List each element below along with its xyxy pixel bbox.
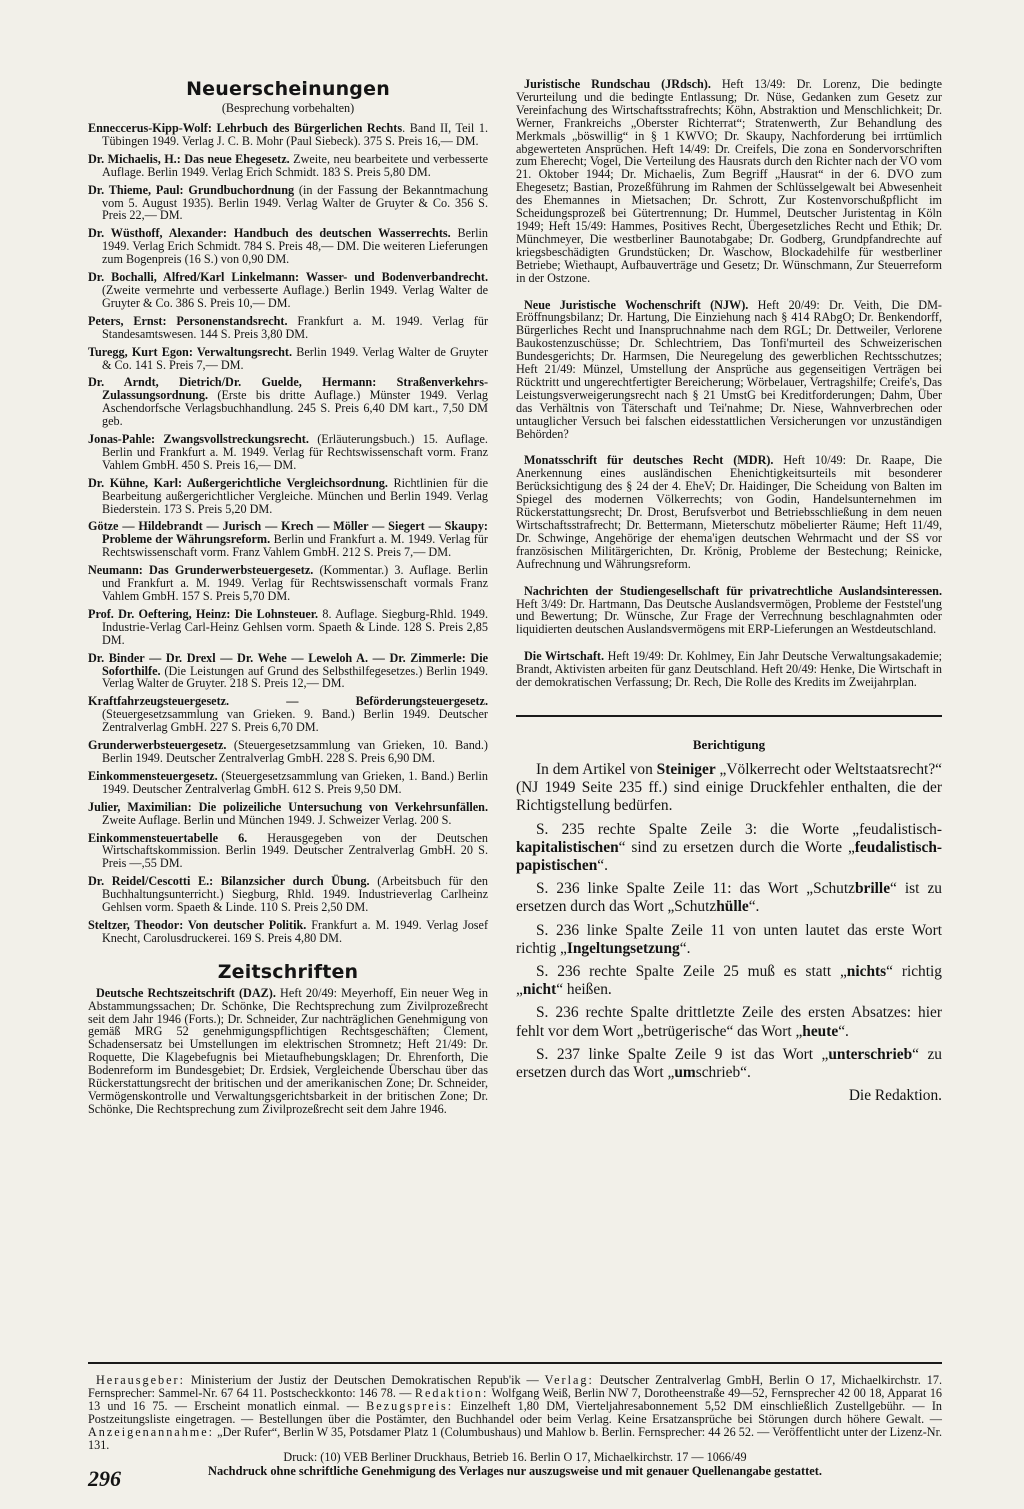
left-column: [88, 78, 488, 1130]
book-entry-text: (Kommentar.) 3. Auflage. Berlin und Frankfurt a. M. 1949. Verlag für Rechtswissenschaft vormals Franz Vahlem GmbH. 157 S. Preis 5,70 DM.: [102, 563, 488, 603]
book-entry-text: (Steuergesetzsammlung van Grieken, 1. Band.) Berlin 1949. Deutscher Zentralverlag GmbH. 612 S. Preis 9,50 DM.: [102, 768, 488, 796]
book-entry-heading: Dr. Reidel/Cescotti E.: Bilanzsicher durch Übung.: [88, 874, 370, 889]
book-entry-text: (in der Fassung der Bekanntmachung vom 5. August 1935). Berlin 1949. Verlag Walter de Gruyter & Co. 356 S. Preis 22,— DM.: [102, 182, 488, 223]
journal-entry-heading: Monatsschrift für deutsches Recht (MDR).: [524, 453, 774, 468]
imprint-reprint-notice: Nachdruck ohne schriftliche Genehmigung des Verlages nur auszugsweise und mit genauer Quellenangabe gestattet.: [208, 1464, 822, 1479]
book-entry-text: (Die Leistungen auf Grund des Selbsthilfegesetzes.) Berlin 1949. Verlag Walter de Gruyter. 218 S. Preis 12,— DM.: [102, 663, 488, 691]
book-entry: [88, 770, 488, 796]
book-entry-text: Zweite, neu bearbeitete und verbesserte Auflage. Berlin 1949. Verlag Erich Schmidt. 183 S. Preis 5,80 DM.: [102, 151, 488, 179]
correction-paragraph: S. 236 rechte Spalte drittletzte Zeile des ersten Absatzes: hier fehlt vor dem Wort „betrügerische“ das Wort „heute“.: [516, 1004, 942, 1040]
journal-title: Deutsche Rechtszeitschrift (DAZ).: [96, 985, 276, 1000]
book-entry-heading: Julier, Maximilian: Die polizeiliche Untersuchung von Verkehrsunfällen.: [88, 799, 488, 814]
book-entry: [88, 801, 488, 827]
book-entry: [88, 875, 488, 914]
journal-entry-heading: Juristische Rundschau (JRdsch).: [524, 77, 711, 91]
book-entry: [88, 832, 488, 871]
journal-entry-text: Heft 20/49: Dr. Veith, Die DM-Eröffnungsbilanz; Dr. Hartung, Die Einziehung nach § 414 RAbgO; Dr. Benkendorff, Bürgerliches Recht und Inanspruchnahme nach dem RGL; Dr. Dettweiler, Verlorene Baukostenzuschüsse; Dr. Schlechtriem, Das Tonfi'murteil des Schweizerischen Bundesgerichts; Dr. Harmsen, Die Neuregelung des gewerblichen Rechtsschutzes; Heft 21/49: Münzel, Umstellung der Ansprüche aus gegenseitigen Verträgen bei Rücktritt und ungerechtfertigter Bereicherung; Wörbelauer, Vertragshilfe; Creife's, Das Leistungsverweigerungsrecht nach § 21 UmstG bei Kreditforderungen; Dahm, Über das Verhältnis von Täterschaft und Tei'nahme; Dr. Niese, Wahnverbrechen oder untauglicher Versuch bei falschen eidesstattlichen Versicherungen vor unzuständigen Behörden?: [516, 297, 942, 441]
book-entry-heading: Dr. Bochalli, Alfred/Karl Linkelmann: Wasser- und Bodenverbandrecht.: [88, 270, 488, 285]
book-entry: [88, 376, 488, 428]
journal-entry-text: Heft 3/49: Dr. Hartmann, Das Deutsche Auslandsvermögen, Probleme der Feststel'ung und Bewertung; Dr. Wünsche, Zur Frage der Verrechnung beschlagnahmten oder liquidierten deutschen Auslandsvermögens mit ERP-Lieferungen an Westdeutschland.: [516, 596, 942, 637]
book-entry-heading: Einkommensteuertabelle 6.: [88, 830, 248, 845]
book-entry: [88, 520, 488, 559]
correction-paragraph: S. 235 rechte Spalte Zeile 3: die Worte „feudalistisch-kapitalistischen“ sind zu ersetzen durch die Worte „feudalistisch-papistischen“.: [516, 820, 942, 874]
book-entry-text: (Steuergesetzsammlung van Grieken. 9. Band.) Berlin 1949. Deutscher Zentralverlag GmbH. 227 S. Preis 6,70 DM.: [102, 707, 488, 735]
book-entry-heading: Dr. Michaelis, H.: Das neue Ehegesetz.: [88, 151, 290, 166]
book-entry-text: . Band II, Teil 1. Tübingen 1949. Verlag J. C. B. Mohr (Paul Siebeck). 375 S. Preis 16,— DM.: [102, 121, 488, 148]
book-entry: [88, 919, 488, 945]
divider: [516, 715, 942, 717]
book-entry-heading: Steltzer, Theodor: Von deutscher Politik.: [88, 917, 307, 932]
book-entry: [88, 346, 488, 372]
journal-entry-heading: Neue Juristische Wochenschrift (NJW).: [524, 297, 749, 312]
journal-entry-text: Heft 13/49: Dr. Lorenz, Die bedingte Verurteilung und die bedingte Entlassung; Dr. Nüse, Gedanken zum Gesetz zur Vereinfachung des Wirtschaftsstrafrechts; Köhn, Abstraktion und Menschlichkeit; Dr. Werner, Frankreichs „Oberster Richterrat“; Stratenwerth, Zur Behandlung des Merkmals „böswillig“ in § 1 KWVO; Dr. Skaupy, Nachforderung bei irrtümlich abgewerteten Ansprüchen. Heft 14/49: Dr. Creifels, Die zona en Sondervorschriften zum Eherecht; Vogel, Die Verteilung des Hausrats durch den Richter nach der VO vom 21. Oktober 1944; Dr. Michaelis, Zum Begriff „Hausrat“ in der 6. DVO zum Ehegesetz; Bastian, Prozeßführung im Rahmen der Schlüsselgewalt bei Abwesenheit des Ehemannes in Mietsachen; Dr. Schrott, Zur Kostenvorschußpflicht im Scheidungsprozeß bei Gütertrennung; Dr. Hummel, Deutscher Juristentag in Köln 1949; Heft 15/49: Hammes, Positives Recht, Übergesetzliches Recht und Ethik; Dr. Münchmeyer, Die westberliner Baunotabgabe; Dr. Godberg, Grundpfandrechte auf kriegsbeschädigten Grundstücken; Dr. Waschow, Blockadehilfe für westberliner Betriebe; Wiethaupt, Aufbauverträge und Gesetz; Dr. Wünschmann, Zur Steuerreform in der Ostzone.: [516, 77, 942, 285]
book-entry-text: Herausgegeben von der Deutschen Wirtschaftskommission. Berlin 1949. Deutscher Zentralverlag GmbH. 20 S. Preis —,55 DM.: [102, 830, 488, 871]
page-number: 296: [88, 1466, 121, 1491]
book-entry-text: Frankfurt a. M. 1949. Verlag Josef Knecht, Carolusdruckerei. 169 S. Preis 4,80 DM.: [102, 917, 489, 945]
book-entry: [88, 477, 488, 516]
book-entry-heading: Turegg, Kurt Egon: Verwaltungsrecht.: [88, 344, 292, 359]
correction-paragraph: S. 236 linke Spalte Zeile 11 von unten lautet das erste Wort richtig „Ingeltungsetzung“.: [516, 921, 942, 957]
journal-entry: [516, 585, 942, 637]
journal-entry-heading: Die Wirtschaft.: [524, 649, 605, 664]
book-entry: [88, 695, 488, 734]
book-entry-heading: Dr. Binder — Dr. Drexl — Dr. Wehe — Leweloh A. — Dr. Zimmerle: Die Soforthilfe.: [88, 650, 488, 678]
correction-title: Berichtigung: [692, 736, 766, 752]
correction-paragraph: In dem Artikel von Steiniger „Völkerrecht oder Weltstaatsrecht?“ (NJ 1949 Seite 235 ff.) sind einige Druckfehler enthalten, die der Richtigstellung bedürfen.: [516, 760, 942, 815]
right-column: [516, 78, 942, 1105]
book-entry-heading: Dr. Wüsthoff, Alexander: Handbuch des deutschen Wasserrechts.: [88, 226, 451, 241]
journal-entry: [516, 78, 942, 285]
book-entry-text: (Arbeitsbuch für den Buchhaltungsunterricht.) Siegburg, Rhld. 1949. Industrieverlag Carlheinz Gehlsen vorm. Spaeth & Linde. 110 S. Preis 2,50 DM.: [102, 874, 488, 915]
book-entry: [88, 271, 488, 310]
book-entry: [88, 433, 488, 472]
book-entry: [88, 608, 488, 647]
book-entry-text: Berlin und Frankfurt a. M. 1949. Verlag für Rechtswissenschaft vorm. Franz Vahlem GmbH. 212 S. Preis 7,— DM.: [102, 532, 488, 560]
book-entry-text: (Zweite vermehrte und verbesserte Auflage.) Berlin 1949. Verlag Walter de Gruyter & Co. 386 S. Preis 10,— DM.: [102, 282, 488, 310]
imprint-print-info: Druck: (10) VEB Berliner Druckhaus, Betrieb 16. Berlin O 17, Michaelkirchstr. 17 — 1066/49: [283, 1450, 747, 1465]
book-list: [88, 122, 488, 945]
book-entry-text: Richtlinien für die Bearbeitung außergerichtlicher Vergleiche. München und Berlin 1949. Verlag Biederstein. 173 S. Preis 5,20 DM.: [102, 475, 488, 516]
book-entry: [88, 652, 488, 691]
book-entry-text: Berlin 1949. Verlag Walter de Gruyter & Co. 141 S. Preis 7,— DM.: [102, 344, 488, 372]
correction-paragraph: S. 236 linke Spalte Zeile 11: das Wort „Schutzbrille“ ist zu ersetzen durch das Wort „Schutzhülle“.: [516, 880, 942, 916]
book-entry: [88, 122, 488, 148]
book-entry-heading: Einkommensteuergesetz.: [88, 768, 218, 783]
correction-signature: Die Redaktion.: [848, 1087, 942, 1105]
book-entry: [88, 564, 488, 603]
journal-entry-heading: Nachrichten der Studiengesellschaft für privatrechtliche Auslandsinteressen.: [524, 583, 942, 598]
journal-entry-daz: [88, 987, 488, 1116]
book-entry-text: Berlin 1949. Verlag Erich Schmidt. 784 S. Preis 48,— DM. Die weiteren Lieferungen zum Bogenpreis (16 S.) von 0,90 DM.: [102, 226, 488, 267]
book-entry-text: (Erste bis dritte Auflage.) Münster 1949. Verlag Aschendorfsche Verlagsbuchhandlung. 245 S. Preis 6,40 DM kart., 7,50 DM geb.: [102, 388, 488, 429]
book-entry-heading: Götze — Hildebrandt — Jurisch — Krech — Möller — Siegert — Skaupy: Probleme der Währungsreform.: [88, 519, 488, 547]
correction-notice: [516, 737, 942, 1105]
book-entry-text: 8. Auflage. Siegburg-Rhld. 1949. Industrie-Verlag Carl-Heinz Gehlsen vorm. Spaeth & Linde. 128 S. Preis 2,85 DM.: [102, 606, 488, 647]
journal-entry: [516, 299, 942, 441]
journal-entry-text: Heft 19/49: Dr. Kohlmey, Ein Jahr Deutsche Verwaltungsakademie; Brandt, Aktivisten arbeiten für ganz Deutschland. Heft 20/49: Henke, Die Wirtschaft in der demokratischen Verfassung; Dr. Rech, Die Rolle des Kredits im Zweijahrplan.: [516, 649, 942, 690]
book-entry: [88, 184, 488, 223]
book-entry-heading: Neumann: Das Grunderwerbsteuergesetz.: [88, 563, 314, 578]
imprint: [88, 1362, 942, 1478]
book-entry-heading: Kraftfahrzeugsteuergesetz. — Beförderungsteuergesetz.: [88, 694, 488, 709]
journal-entry: [516, 650, 942, 689]
journal-list: [516, 78, 942, 689]
book-entry-heading: Grunderwerbsteuergesetz.: [88, 738, 227, 753]
book-entry-heading: Enneccerus-Kipp-Wolf: Lehrbuch des Bürgerlichen Rechts: [88, 121, 403, 135]
book-entry-heading: Dr. Arndt, Dietrich/Dr. Guelde, Hermann: Straßenverkehrs-Zulassungsordnung.: [88, 375, 488, 403]
journal-entry: [516, 454, 942, 570]
book-entry: [88, 739, 488, 765]
section-title-neuerscheinungen: Neuerscheinungen: [186, 78, 390, 100]
section-subtitle: (Besprechung vorbehalten): [221, 101, 355, 115]
book-entry-heading: Dr. Thieme, Paul: Grundbuchordnung: [88, 182, 295, 197]
book-entry-heading: Dr. Kühne, Karl: Außergerichtliche Vergleichsordnung.: [88, 475, 388, 490]
correction-paragraph: S. 236 rechte Spalte Zeile 25 muß es statt „nichts“ richtig „nicht“ heißen.: [516, 963, 942, 999]
imprint-text: Herausgeber: Ministerium der Justiz der Deutschen Demokratischen Repub'ik — Verlag: Deutscher Zentralverlag GmbH, Berlin O 17, Michaelkirchstr. 17. Fernsprecher: Sammel-Nr. 67 64 11. Postscheckkonto: 146 78. — Redaktion: Wolfgang Weiß, Berlin NW 7, Dorotheenstraße 49—52, Fernsprecher 42 00 18, Apparat 16 13 und 16 75. — Erscheint monatlich einmal. — Bezugspreis: Einzelheft 1,80 DM, Vierteljahresabonnement 5,52 DM einschließlich Zustellgebühr. — In Postzeitungsliste eingetragen. — Bestellungen über die Postämter, den Buchhandel oder beim Verlag. Keine Ersatzansprüche bei Störungen durch höhere Gewalt. — Anzeigenannahme: „Der Rufer“, Berlin W 35, Potsdamer Platz 1 (Columbushaus) und Mahlow b. Berlin. Fernsprecher: 44 26 52. — Veröffentlicht unter der Lizenz-Nr. 131.: [88, 1373, 943, 1452]
book-entry-text: (Erläuterungsbuch.) 15. Auflage. Berlin und Frankfurt a. M. 1949. Verlag für Rechtswissenschaft vorm. Franz Vahlem GmbH. 450 S. Preis 16,— DM.: [102, 432, 488, 472]
section-title-zeitschriften: Zeitschriften: [217, 960, 359, 983]
book-entry: [88, 153, 488, 179]
book-entry: [88, 227, 488, 266]
journal-entry-text: Heft 10/49: Dr. Raape, Die Anerkennung eines ausländischen Ehenichtigkeitsurteils mit besonderer Berücksichtigung des § 24 der 4. EheV; Dr. Haidinger, Die Scheidung von Balten im Spiegel des modernen Völkerrechts; von Godin, Handelsunternehmen im Rückerstattungsrecht; Dr. Drost, Berufsverbot und Betriebsschließung in dem neuen Wirtschaftsstrafrecht; Dr. Bettermann, Mieterschutz möbelierter Räume; Heft 11/49, Dr. Schwinge, Angehörige der ehema'igen deutschen Wehrmacht und der SS vor französischen Militärgerichten, Dr. Krönig, Probleme der Bestechung; Reinicke, Aufrechnung und Währungsreform.: [516, 453, 942, 571]
book-entry-text: (Steuergesetzsammlung van Grieken, 10. Band.) Berlin 1949. Deutscher Zentralverlag GmbH. 228 S. Preis 6,90 DM.: [102, 738, 488, 765]
book-entry-heading: Prof. Dr. Oeftering, Heinz: Die Lohnsteuer.: [88, 606, 319, 621]
book-entry-text: Zweite Auflage. Berlin und München 1949. J. Schweizer Verlag. 200 S.: [102, 812, 452, 827]
book-entry: [88, 315, 488, 341]
book-entry-heading: Jonas-Pahle: Zwangsvollstreckungsrecht.: [88, 432, 309, 447]
book-entry-heading: Peters, Ernst: Personenstandsrecht.: [88, 313, 288, 328]
journal-text: Heft 20/49: Meyerhoff, Ein neuer Weg in Abstammungssachen; Dr. Schönke, Die Rechtsprechung zum Zivilprozeßrecht seit dem Jahr 1946 (Forts.); Dr. Schneider, Zur nachträglichen Genehmigung von gemäß MRG 52 genehmigungspflichtigen Rechtsgeschäften; Clement, Schadensersatz bei Umstellungen im elektrischen Stromnetz; Heft 21/49: Dr. Roquette, Die Klagebefugnis bei Mietaufhebungsklagen; Dr. Ehrenforth, Die Bodenreform im Bundesgebiet; Dr. Erdsiek, Vergleichende Überschau über das Rückerstattungsrecht der britischen und der amerikanischen Zone; Dr. Schneider, Vermögenskontrolle und Verwaltungsgerichtsbarkeit in der britischen Zone; Dr. Schönke, Die Rechtsprechung zum Zivilprozeßrecht seit dem Jahre 1946.: [88, 985, 488, 1116]
correction-paragraph: S. 237 linke Spalte Zeile 9 ist das Wort „unterschrieb“ zu ersetzen durch das Wort „umschrieb“.: [516, 1045, 942, 1082]
book-entry-text: Frankfurt a. M. 1949. Verlag für Standesamtswesen. 144 S. Preis 3,80 DM.: [102, 313, 488, 341]
